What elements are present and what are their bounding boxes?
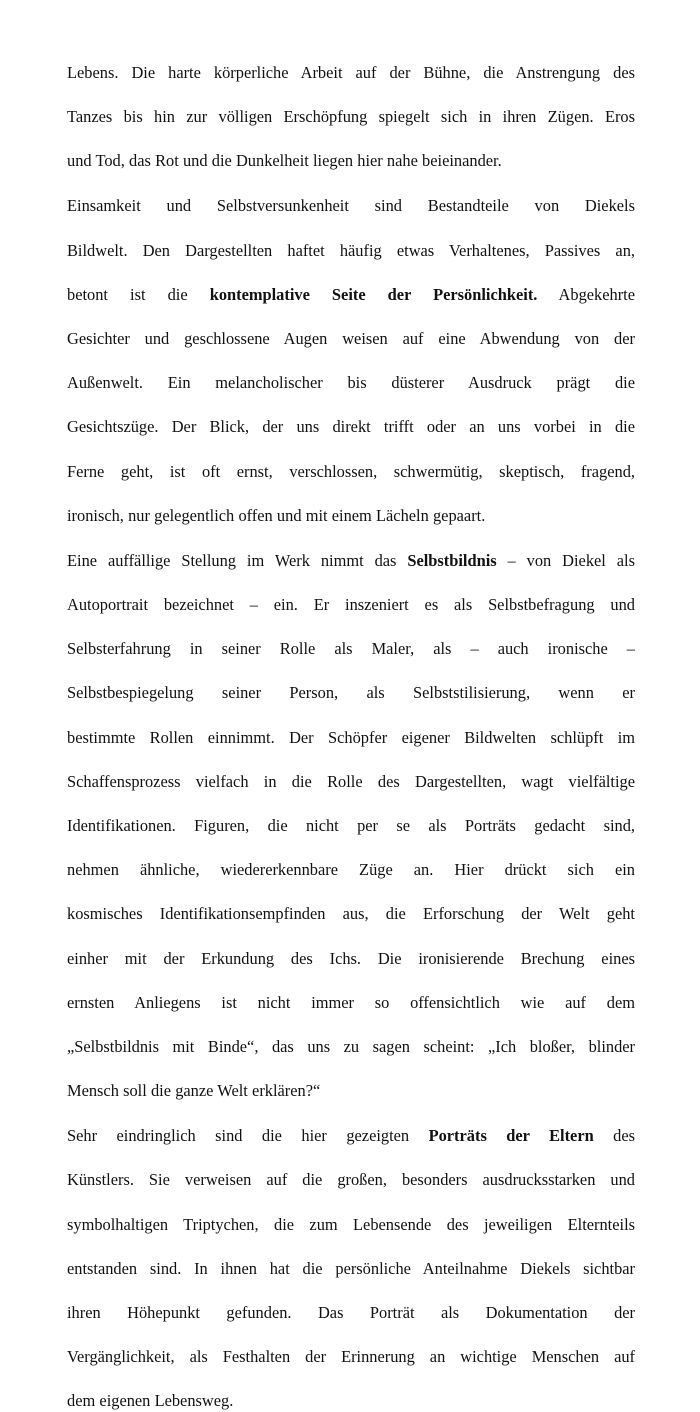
text-line: [67, 372, 635, 416]
body-text: Gesichtszüge. Der Blick, der uns direkt trifft oder an uns vorbei in die: [67, 417, 635, 437]
body-text: dem eigenen Lebensweg.: [67, 1391, 234, 1411]
body-text: nehmen ähnliche, wiedererkennbare Züge an. Hier drückt sich ein: [67, 860, 635, 880]
body-text: Ferne geht, ist oft ernst, verschlossen, schwermütig, skeptisch, fragend,: [67, 461, 635, 481]
body-text: einher mit der Erkundung des Ichs. Die ironisierende Brechung eines: [67, 948, 635, 968]
body-text: Selbsterfahrung in seiner Rolle als Maler, als – auch ironische –: [67, 639, 635, 659]
body-text: Gesichter und geschlossene Augen weisen auf eine Abwendung von der: [67, 329, 635, 349]
paragraph-2: [67, 195, 635, 526]
text-line: [67, 638, 635, 682]
text-line: [67, 682, 635, 726]
text-line: [67, 903, 635, 947]
text-line: [67, 550, 635, 594]
body-text: betont ist die: [67, 284, 210, 304]
text-line: [67, 815, 635, 859]
body-text: Künstlers. Sie verweisen auf die großen, besonders ausdrucksstarken und: [67, 1170, 635, 1190]
text-line: [67, 1302, 635, 1346]
body-text: Abgekehrte: [537, 284, 635, 304]
body-text: Bildwelt. Den Dargestellten haftet häufig etwas Verhaltenes, Passives an,: [67, 240, 635, 260]
body-text: symbolhaltigen Triptychen, die zum Lebensende des jeweiligen Elternteils: [67, 1214, 635, 1234]
text-line: [67, 1258, 635, 1302]
text-line: [67, 1036, 635, 1080]
body-text: Selbstbespiegelung seiner Person, als Selbststilisierung, wenn er: [67, 683, 635, 703]
text-line: [67, 1346, 635, 1390]
paragraph-3: [67, 550, 635, 1102]
text-line: [67, 195, 635, 239]
body-text: Autoportrait bezeichnet – ein. Er inszeniert es als Selbstbefragung und: [67, 595, 635, 615]
body-text: Tanzes bis hin zur völligen Erschöpfung spiegelt sich in ihren Zügen. Eros: [67, 107, 635, 127]
text-line: [67, 1390, 635, 1412]
emphasis-text: kontemplative Seite der Persönlichkeit.: [209, 284, 538, 304]
body-text: – von Diekel als: [496, 550, 635, 570]
text-line: [67, 416, 635, 460]
body-text: Eine auffällige Stellung im Werk nimmt das: [67, 550, 408, 570]
text-line: [67, 284, 635, 328]
text-line: [67, 727, 635, 771]
body-text: ihren Höhepunkt gefunden. Das Porträt als Dokumentation der: [67, 1302, 635, 1322]
document-text-column: [67, 62, 635, 1412]
body-text: entstanden sind. In ihnen hat die persönliche Anteilnahme Diekels sichtbar: [67, 1258, 635, 1278]
text-line: [67, 1125, 635, 1169]
body-text: Außenwelt. Ein melancholischer bis düsterer Ausdruck prägt die: [67, 373, 635, 393]
body-text: Mensch soll die ganze Welt erklären?“: [67, 1081, 321, 1101]
body-text: Sehr eindringlich sind die hier gezeigten: [67, 1126, 429, 1146]
text-line: [67, 992, 635, 1036]
text-line: [67, 150, 635, 172]
body-text: des: [593, 1126, 636, 1146]
body-text: Schaffensprozess vielfach in die Rolle des Dargestellten, wagt vielfältige: [67, 771, 635, 791]
text-line: [67, 461, 635, 505]
text-line: [67, 1214, 635, 1258]
text-line: [67, 859, 635, 903]
text-line: [67, 240, 635, 284]
emphasis-text: Selbstbildnis: [407, 550, 497, 570]
body-text: bestimmte Rollen einnimmt. Der Schöpfer eigener Bildwelten schlüpft im: [67, 727, 635, 747]
body-text: Identifikationen. Figuren, die nicht per se als Porträts gedacht sind,: [67, 816, 635, 835]
body-text: Einsamkeit und Selbstversunkenheit sind Bestandteile von Diekels: [67, 196, 635, 216]
body-text: kosmisches Identifikationsempfinden aus, die Erforschung der Welt geht: [67, 904, 635, 924]
body-text: Vergänglichkeit, als Festhalten der Erinnerung an wichtige Menschen auf: [67, 1347, 635, 1367]
body-text: und Tod, das Rot und die Dunkelheit liegen hier nahe beieinander.: [67, 151, 502, 171]
text-line: [67, 594, 635, 638]
emphasis-text: Porträts der Eltern: [428, 1126, 594, 1146]
body-text: ernsten Anliegens ist nicht immer so offensichtlich wie auf dem: [67, 992, 635, 1012]
paragraph-1: [67, 62, 635, 172]
text-line: [67, 505, 635, 527]
body-text: ironisch, nur gelegentlich offen und mit einem Lächeln gepaart.: [67, 505, 486, 525]
text-line: [67, 106, 635, 150]
body-text: Lebens. Die harte körperliche Arbeit auf der Bühne, die Anstrengung des: [67, 63, 635, 82]
text-line: [67, 771, 635, 815]
text-line: [67, 62, 635, 106]
text-line: [67, 1169, 635, 1213]
body-text: „Selbstbildnis mit Binde“, das uns zu sagen scheint: „Ich bloßer, blinder: [67, 1036, 635, 1056]
text-line: [67, 1080, 635, 1102]
paragraph-4: [67, 1125, 635, 1412]
text-line: [67, 948, 635, 992]
text-line: [67, 328, 635, 372]
